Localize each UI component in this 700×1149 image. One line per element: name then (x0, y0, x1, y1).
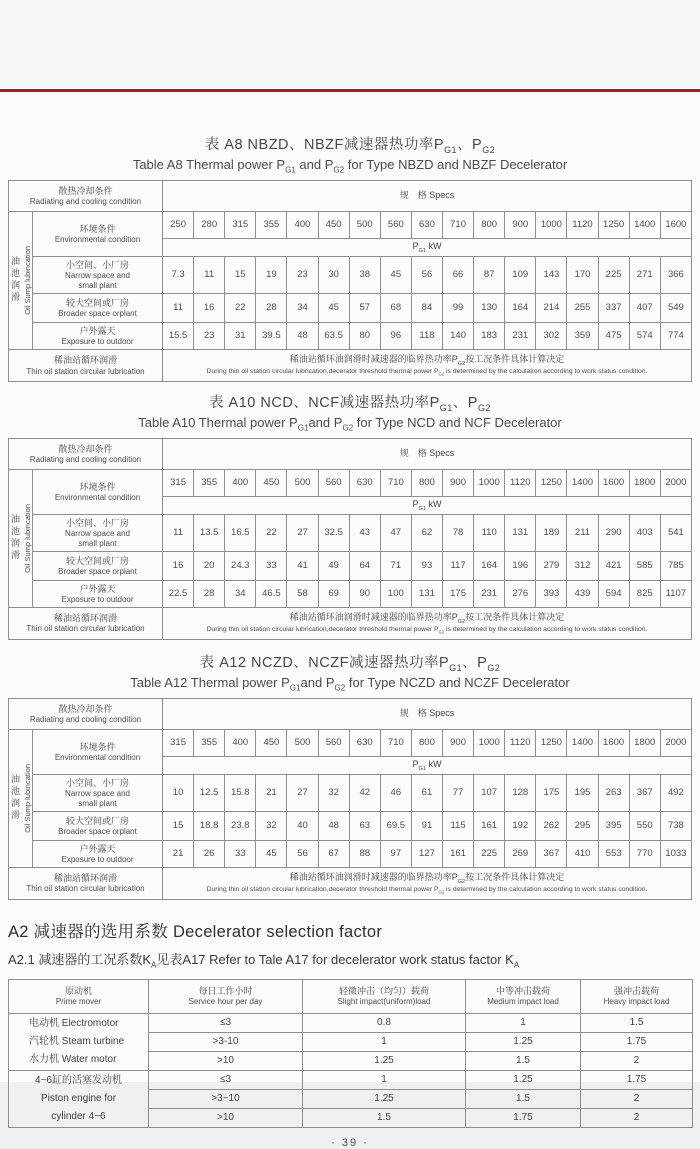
thermal-table (8, 438, 692, 640)
thermal-value: 34 (287, 293, 318, 322)
thermal-table (8, 698, 692, 900)
spec-value: 450 (318, 211, 349, 238)
environmental-condition-label: 环境条件 Environmental condition (33, 211, 163, 256)
thermal-value: 40 (287, 811, 318, 840)
factor-value-cell: 2 (581, 1051, 693, 1070)
factor-value-cell: 1.25 (303, 1089, 466, 1108)
thermal-value: 69.5 (380, 811, 411, 840)
factor-table (8, 979, 693, 1128)
thermal-value: 262 (536, 811, 567, 840)
thermal-value: 738 (660, 811, 691, 840)
thermal-value: 56 (287, 840, 318, 867)
environmental-condition-label: 环境条件 Environmental condition (33, 469, 163, 514)
thermal-value: 38 (349, 256, 380, 293)
spec-value: 800 (411, 469, 442, 496)
environmental-condition-label: 环境条件 Environmental condition (33, 729, 163, 774)
thermal-value: 23 (194, 322, 225, 349)
thermal-value: 574 (629, 322, 660, 349)
thermal-value: 22.5 (163, 580, 194, 607)
thermal-value: 131 (505, 514, 536, 551)
spec-value: 355 (194, 729, 225, 756)
thermal-value: 255 (567, 293, 598, 322)
condition-label: 户外露天 Exposure to outdoor (33, 580, 163, 607)
radiating-cooling-header: 散热冷却条件 Radiating and cooling condition (9, 698, 163, 729)
thermal-value: 49 (318, 551, 349, 580)
condition-label: 小空间、小厂房 Narrow space and small plant (33, 514, 163, 551)
condition-label: 户外露天 Exposure to outdoor (33, 322, 163, 349)
thermal-value: 27 (287, 514, 318, 551)
thermal-value: 421 (598, 551, 629, 580)
thermal-value: 231 (505, 322, 536, 349)
thermal-value: 475 (598, 322, 629, 349)
thermal-value: 263 (598, 774, 629, 811)
factor-header-2: 轻微冲击（均匀）载荷 Slight impact(uniform)load (303, 979, 466, 1013)
thermal-value: 7.3 (163, 256, 194, 293)
spec-value: 1000 (536, 211, 567, 238)
spec-value: 315 (163, 729, 194, 756)
thermal-value: 46.5 (256, 580, 287, 607)
thermal-value: 269 (505, 840, 536, 867)
section-a2-heading: A2 减速器的选用系数 Decelerator selection factor (8, 922, 383, 941)
spec-value: 1600 (598, 469, 629, 496)
thermal-value: 30 (318, 256, 349, 293)
table-a8-title-en: Table A8 Thermal power $P_{G1}$ and $P_{G2}$ for Type NBZD and NBZF Decelerator (132, 157, 568, 175)
table-a10-section (0, 394, 700, 640)
condition-label: 较大空间或厂房 Broader space orplant (33, 293, 163, 322)
oil-sump-label-cn: 油池润滑 (10, 514, 20, 563)
thermal-value: 15 (225, 256, 256, 293)
thermal-value: 34 (225, 580, 256, 607)
spec-value: 1000 (474, 729, 505, 756)
thermal-value: 175 (536, 774, 567, 811)
thermal-value: 161 (443, 840, 474, 867)
spec-value: 1120 (505, 469, 536, 496)
service-hours-cell: >3~10 (149, 1089, 303, 1108)
spec-value: 355 (194, 469, 225, 496)
spec-value: 900 (443, 729, 474, 756)
factor-value-cell: 1.75 (581, 1070, 693, 1089)
table-a12-section (0, 654, 700, 900)
thin-oil-station-note: 稀油站循环油润滑时减速器的临界热功率$P_{G2}$按工况条件具体计算决定 During thin oil station circular lubrication,decerator threshold thermal power $P_{G2}$ is determined by the calculation according to work status condition. (163, 607, 692, 639)
factor-value-cell: 1.5 (466, 1051, 581, 1070)
thermal-value: 41 (287, 551, 318, 580)
top-margin (0, 0, 700, 89)
thermal-value: 43 (349, 514, 380, 551)
spec-value: 630 (349, 469, 380, 496)
thermal-value: 131 (411, 580, 442, 607)
thermal-value: 18.8 (194, 811, 225, 840)
thermal-value: 58 (287, 580, 318, 607)
factor-header-0: 原动机 Prime mover (9, 979, 149, 1013)
thermal-value: 63 (349, 811, 380, 840)
thermal-value: 63.5 (318, 322, 349, 349)
oil-sump-side-label (9, 469, 33, 607)
thermal-value: 96 (380, 322, 411, 349)
spec-value: 1250 (598, 211, 629, 238)
thermal-value: 33 (256, 551, 287, 580)
thermal-value: 32 (318, 774, 349, 811)
spec-value: 400 (225, 469, 256, 496)
thermal-value: 192 (505, 811, 536, 840)
factor-value-cell: 1.5 (303, 1108, 466, 1127)
condition-label: 较大空间或厂房 Broader space orplant (33, 551, 163, 580)
thermal-value: 15.5 (163, 322, 194, 349)
table-a12-title-cn: 表 A12 NCZD、NCZF减速器热功率$P_{G1}$、$P_{G2}$ (199, 654, 501, 673)
thermal-value: 100 (380, 580, 411, 607)
thermal-value: 130 (474, 293, 505, 322)
thermal-value: 1033 (660, 840, 691, 867)
thermal-value: 28 (256, 293, 287, 322)
thermal-value: 183 (474, 322, 505, 349)
service-hours-cell: ≤3 (149, 1070, 303, 1089)
service-hours-cell: >10 (149, 1051, 303, 1070)
spec-value: 1400 (567, 469, 598, 496)
thermal-value: 84 (411, 293, 442, 322)
specs-header: 规 格 Specs (163, 698, 692, 729)
thermal-value: 21 (163, 840, 194, 867)
spec-value: 900 (505, 211, 536, 238)
factor-value-cell: 1.5 (466, 1089, 581, 1108)
thermal-value: 143 (536, 256, 567, 293)
condition-label: 户外露天 Exposure to outdoor (33, 840, 163, 867)
thermal-value: 67 (318, 840, 349, 867)
factor-value-cell: 0.8 (303, 1013, 466, 1032)
thermal-value: 825 (629, 580, 660, 607)
thermal-value: 62 (411, 514, 442, 551)
spec-value: 800 (411, 729, 442, 756)
spec-value: 1600 (660, 211, 691, 238)
thermal-value: 295 (567, 811, 598, 840)
radiating-cooling-header: 散热冷却条件 Radiating and cooling condition (9, 438, 163, 469)
factor-value-cell: 2 (581, 1089, 693, 1108)
thermal-value: 22 (225, 293, 256, 322)
thermal-value: 11 (163, 514, 194, 551)
thermal-value: 214 (536, 293, 567, 322)
spec-value: 315 (225, 211, 256, 238)
spec-value: 315 (163, 469, 194, 496)
thermal-value: 366 (660, 256, 691, 293)
thermal-value: 28 (194, 580, 225, 607)
thermal-value: 78 (443, 514, 474, 551)
thermal-value: 541 (660, 514, 691, 551)
thin-oil-station-note: 稀油站循环油润滑时减速器的临界热功率$P_{G2}$按工况条件具体计算决定 During thin oil station circular lubrication,decerator threshold thermal power $P_{G2}$ is determined by the calculation according to work status condition. (163, 349, 692, 381)
thermal-value: 99 (443, 293, 474, 322)
pg1-kw-label: $P_{G1}$ kW (163, 496, 692, 514)
thermal-value: 196 (505, 551, 536, 580)
thermal-value: 45 (256, 840, 287, 867)
thermal-value: 46 (380, 774, 411, 811)
thermal-value: 164 (474, 551, 505, 580)
red-divider-line (0, 89, 700, 92)
oil-sump-side-label (9, 211, 33, 349)
thermal-value: 19 (256, 256, 287, 293)
service-hours-cell: ≤3 (149, 1013, 303, 1032)
spec-value: 400 (225, 729, 256, 756)
thermal-value: 66 (443, 256, 474, 293)
page-number: · 39 · (331, 1136, 369, 1149)
thermal-value: 302 (536, 322, 567, 349)
spec-value: 2000 (660, 469, 691, 496)
factor-value-cell: 1 (303, 1032, 466, 1051)
factor-value-cell: 1.25 (466, 1070, 581, 1089)
specs-header: 规 格 Specs (163, 180, 692, 211)
thermal-value: 403 (629, 514, 660, 551)
thin-oil-station-label: 稀油站循环润滑 Thin oil station circular lubrication (9, 349, 163, 381)
work-status-factor-table (0, 979, 700, 1128)
thermal-value: 27 (287, 774, 318, 811)
spec-value: 250 (163, 211, 194, 238)
thermal-value: 774 (660, 322, 691, 349)
table-a8-title-cn: 表 A8 NBZD、NBZF减速器热功率$P_{G1}$、$P_{G2}$ (204, 137, 496, 155)
table-a8 (0, 180, 700, 382)
thermal-value: 61 (411, 774, 442, 811)
thermal-value: 115 (443, 811, 474, 840)
thermal-value: 11 (163, 293, 194, 322)
thermal-value: 45 (380, 256, 411, 293)
thermal-value: 195 (567, 774, 598, 811)
condition-label: 小空间、小厂房 Narrow space and small plant (33, 774, 163, 811)
factor-value-cell: 1.5 (581, 1013, 693, 1032)
thermal-value: 785 (660, 551, 691, 580)
thermal-value: 24.3 (225, 551, 256, 580)
spec-value: 355 (256, 211, 287, 238)
service-hours-cell: >10 (149, 1108, 303, 1127)
spec-value: 630 (349, 729, 380, 756)
thermal-value: 16.5 (225, 514, 256, 551)
thermal-value: 492 (660, 774, 691, 811)
oil-sump-label-en: Oil Sump lubincation (23, 246, 32, 315)
condition-label: 小空间、小厂房 Narrow space and small plant (33, 256, 163, 293)
thermal-value: 367 (536, 840, 567, 867)
thermal-value: 225 (598, 256, 629, 293)
thermal-value: 225 (474, 840, 505, 867)
spec-value: 1800 (629, 469, 660, 496)
spec-value: 1120 (567, 211, 598, 238)
thin-oil-station-note: 稀油站循环油润滑时减速器的临界热功率$P_{G2}$按工况条件具体计算决定 During thin oil station circular lubrication,decerator threshold thermal power $P_{G2}$ is determined by the calculation according to work status condition. (163, 867, 692, 899)
thermal-value: 12.5 (194, 774, 225, 811)
thermal-value: 231 (474, 580, 505, 607)
spec-value: 560 (380, 211, 411, 238)
thermal-value: 23 (287, 256, 318, 293)
thermal-value: 91 (411, 811, 442, 840)
thermal-value: 13.5 (194, 514, 225, 551)
thermal-value: 57 (349, 293, 380, 322)
factor-value-cell: 1.75 (581, 1032, 693, 1051)
prime-mover-group-label: 电动机 Electromotor 汽轮机 Steam turbine 水力机 Water motor (9, 1013, 149, 1070)
oil-sump-side-label (9, 729, 33, 867)
table-a12 (0, 698, 700, 900)
thermal-value: 585 (629, 551, 660, 580)
table-a10 (0, 438, 700, 640)
factor-value-cell: 1 (466, 1013, 581, 1032)
section-a2-1-subheading: A2.1 减速器的工况系数$K_A$见表A17 Refer to Tale A17 for decelerator work status factor $K_A$ (8, 951, 520, 970)
thermal-value: 410 (567, 840, 598, 867)
thermal-value: 20 (194, 551, 225, 580)
thermal-value: 33 (225, 840, 256, 867)
thermal-value: 140 (443, 322, 474, 349)
prime-mover-group-label: 4~6缸的活塞发动机 Piston engine for cylinder 4~6 (9, 1070, 149, 1127)
thermal-value: 276 (505, 580, 536, 607)
thermal-value: 87 (474, 256, 505, 293)
spec-value: 450 (256, 469, 287, 496)
thermal-value: 118 (411, 322, 442, 349)
thermal-value: 367 (629, 774, 660, 811)
thermal-value: 97 (380, 840, 411, 867)
thermal-value: 128 (505, 774, 536, 811)
oil-sump-label-cn: 油池润滑 (10, 774, 20, 823)
thermal-value: 31 (225, 322, 256, 349)
thermal-value: 16 (163, 551, 194, 580)
thermal-value: 69 (318, 580, 349, 607)
spec-value: 560 (318, 729, 349, 756)
thermal-value: 395 (598, 811, 629, 840)
oil-sump-label-en: Oil Sump lubincation (23, 764, 32, 833)
spec-value: 1400 (629, 211, 660, 238)
table-a12-title-en: Table A12 Thermal power $P_{G1}and$ $P_{G2}$ for Type NCZD and NCZF Decelerator (130, 675, 570, 693)
thermal-value: 15 (163, 811, 194, 840)
spec-value: 500 (287, 469, 318, 496)
thermal-value: 71 (380, 551, 411, 580)
radiating-cooling-header: 散热冷却条件 Radiating and cooling condition (9, 180, 163, 211)
thermal-value: 127 (411, 840, 442, 867)
thermal-value: 549 (660, 293, 691, 322)
thermal-value: 117 (443, 551, 474, 580)
factor-header-3: 中等冲击载荷 Medium impact load (466, 979, 581, 1013)
thermal-value: 439 (567, 580, 598, 607)
spec-value: 400 (287, 211, 318, 238)
spec-value: 1400 (567, 729, 598, 756)
thermal-value: 32.5 (318, 514, 349, 551)
table-a8-section (0, 136, 700, 382)
spec-value: 800 (474, 211, 505, 238)
thermal-table (8, 180, 692, 382)
thermal-value: 110 (474, 514, 505, 551)
thermal-value: 359 (567, 322, 598, 349)
factor-value-cell: 1.75 (466, 1108, 581, 1127)
spec-value: 1120 (505, 729, 536, 756)
thermal-value: 337 (598, 293, 629, 322)
table-a10-title-cn: 表 A10 NCD、NCF减速器热功率$P_{G1}$、$P_{G2}$ (209, 394, 491, 413)
thermal-value: 22 (256, 514, 287, 551)
spec-value: 710 (380, 729, 411, 756)
pg1-kw-label: $P_{G1}$ kW (163, 238, 692, 256)
thermal-value: 170 (567, 256, 598, 293)
thermal-value: 312 (567, 551, 598, 580)
factor-value-cell: 1 (303, 1070, 466, 1089)
factor-value-cell: 1.25 (466, 1032, 581, 1051)
thermal-value: 93 (411, 551, 442, 580)
thermal-value: 48 (287, 322, 318, 349)
thermal-value: 47 (380, 514, 411, 551)
thermal-value: 56 (411, 256, 442, 293)
thermal-value: 550 (629, 811, 660, 840)
spec-value: 900 (443, 469, 474, 496)
thermal-value: 88 (349, 840, 380, 867)
spec-value: 500 (287, 729, 318, 756)
thermal-value: 393 (536, 580, 567, 607)
thermal-value: 407 (629, 293, 660, 322)
spec-value: 710 (380, 469, 411, 496)
spec-value: 1250 (536, 469, 567, 496)
thermal-value: 68 (380, 293, 411, 322)
condition-label: 较大空间或厂房 Broader space orplant (33, 811, 163, 840)
thermal-value: 594 (598, 580, 629, 607)
thermal-value: 48 (318, 811, 349, 840)
thermal-value: 21 (256, 774, 287, 811)
thermal-value: 175 (443, 580, 474, 607)
thermal-value: 189 (536, 514, 567, 551)
factor-value-cell: 1.25 (303, 1051, 466, 1070)
thermal-value: 32 (256, 811, 287, 840)
spec-value: 1600 (598, 729, 629, 756)
thermal-value: 26 (194, 840, 225, 867)
factor-header-1: 每日工作小时 Service hour per day (149, 979, 303, 1013)
spec-value: 450 (256, 729, 287, 756)
spec-value: 2000 (660, 729, 691, 756)
spec-value: 280 (194, 211, 225, 238)
oil-sump-label-en: Oil Sump lubincation (23, 504, 32, 573)
thermal-value: 80 (349, 322, 380, 349)
thermal-value: 39.5 (256, 322, 287, 349)
thermal-value: 271 (629, 256, 660, 293)
spec-value: 560 (318, 469, 349, 496)
factor-header-4: 强冲击载荷 Heavy impact load (581, 979, 693, 1013)
spec-value: 1250 (536, 729, 567, 756)
specs-header: 规 格 Specs (163, 438, 692, 469)
thermal-value: 107 (474, 774, 505, 811)
thermal-value: 290 (598, 514, 629, 551)
thermal-value: 164 (505, 293, 536, 322)
thermal-value: 1107 (660, 580, 691, 607)
thermal-value: 77 (443, 774, 474, 811)
spec-value: 630 (411, 211, 442, 238)
thermal-value: 15.8 (225, 774, 256, 811)
spec-value: 500 (349, 211, 380, 238)
thermal-value: 10 (163, 774, 194, 811)
factor-value-cell: 2 (581, 1108, 693, 1127)
thermal-value: 553 (598, 840, 629, 867)
thermal-value: 11 (194, 256, 225, 293)
thermal-value: 45 (318, 293, 349, 322)
spec-value: 710 (443, 211, 474, 238)
spec-value: 1800 (629, 729, 660, 756)
thermal-value: 23.8 (225, 811, 256, 840)
thermal-value: 109 (505, 256, 536, 293)
thermal-value: 42 (349, 774, 380, 811)
thermal-value: 279 (536, 551, 567, 580)
thin-oil-station-label: 稀油站循环润滑 Thin oil station circular lubrication (9, 867, 163, 899)
thermal-value: 211 (567, 514, 598, 551)
thermal-value: 770 (629, 840, 660, 867)
spec-value: 1000 (474, 469, 505, 496)
table-a10-title-en: Table A10 Thermal power $P_{G1}and$ $P_{G2}$ for Type NCD and NCF Decelerator (138, 415, 562, 433)
service-hours-cell: >3-10 (149, 1032, 303, 1051)
thermal-value: 161 (474, 811, 505, 840)
pg1-kw-label: $P_{G1}$ kW (163, 756, 692, 774)
thermal-value: 64 (349, 551, 380, 580)
oil-sump-label-cn: 油池润滑 (10, 256, 20, 305)
thermal-value: 16 (194, 293, 225, 322)
thermal-value: 90 (349, 580, 380, 607)
thin-oil-station-label: 稀油站循环润滑 Thin oil station circular lubrication (9, 607, 163, 639)
